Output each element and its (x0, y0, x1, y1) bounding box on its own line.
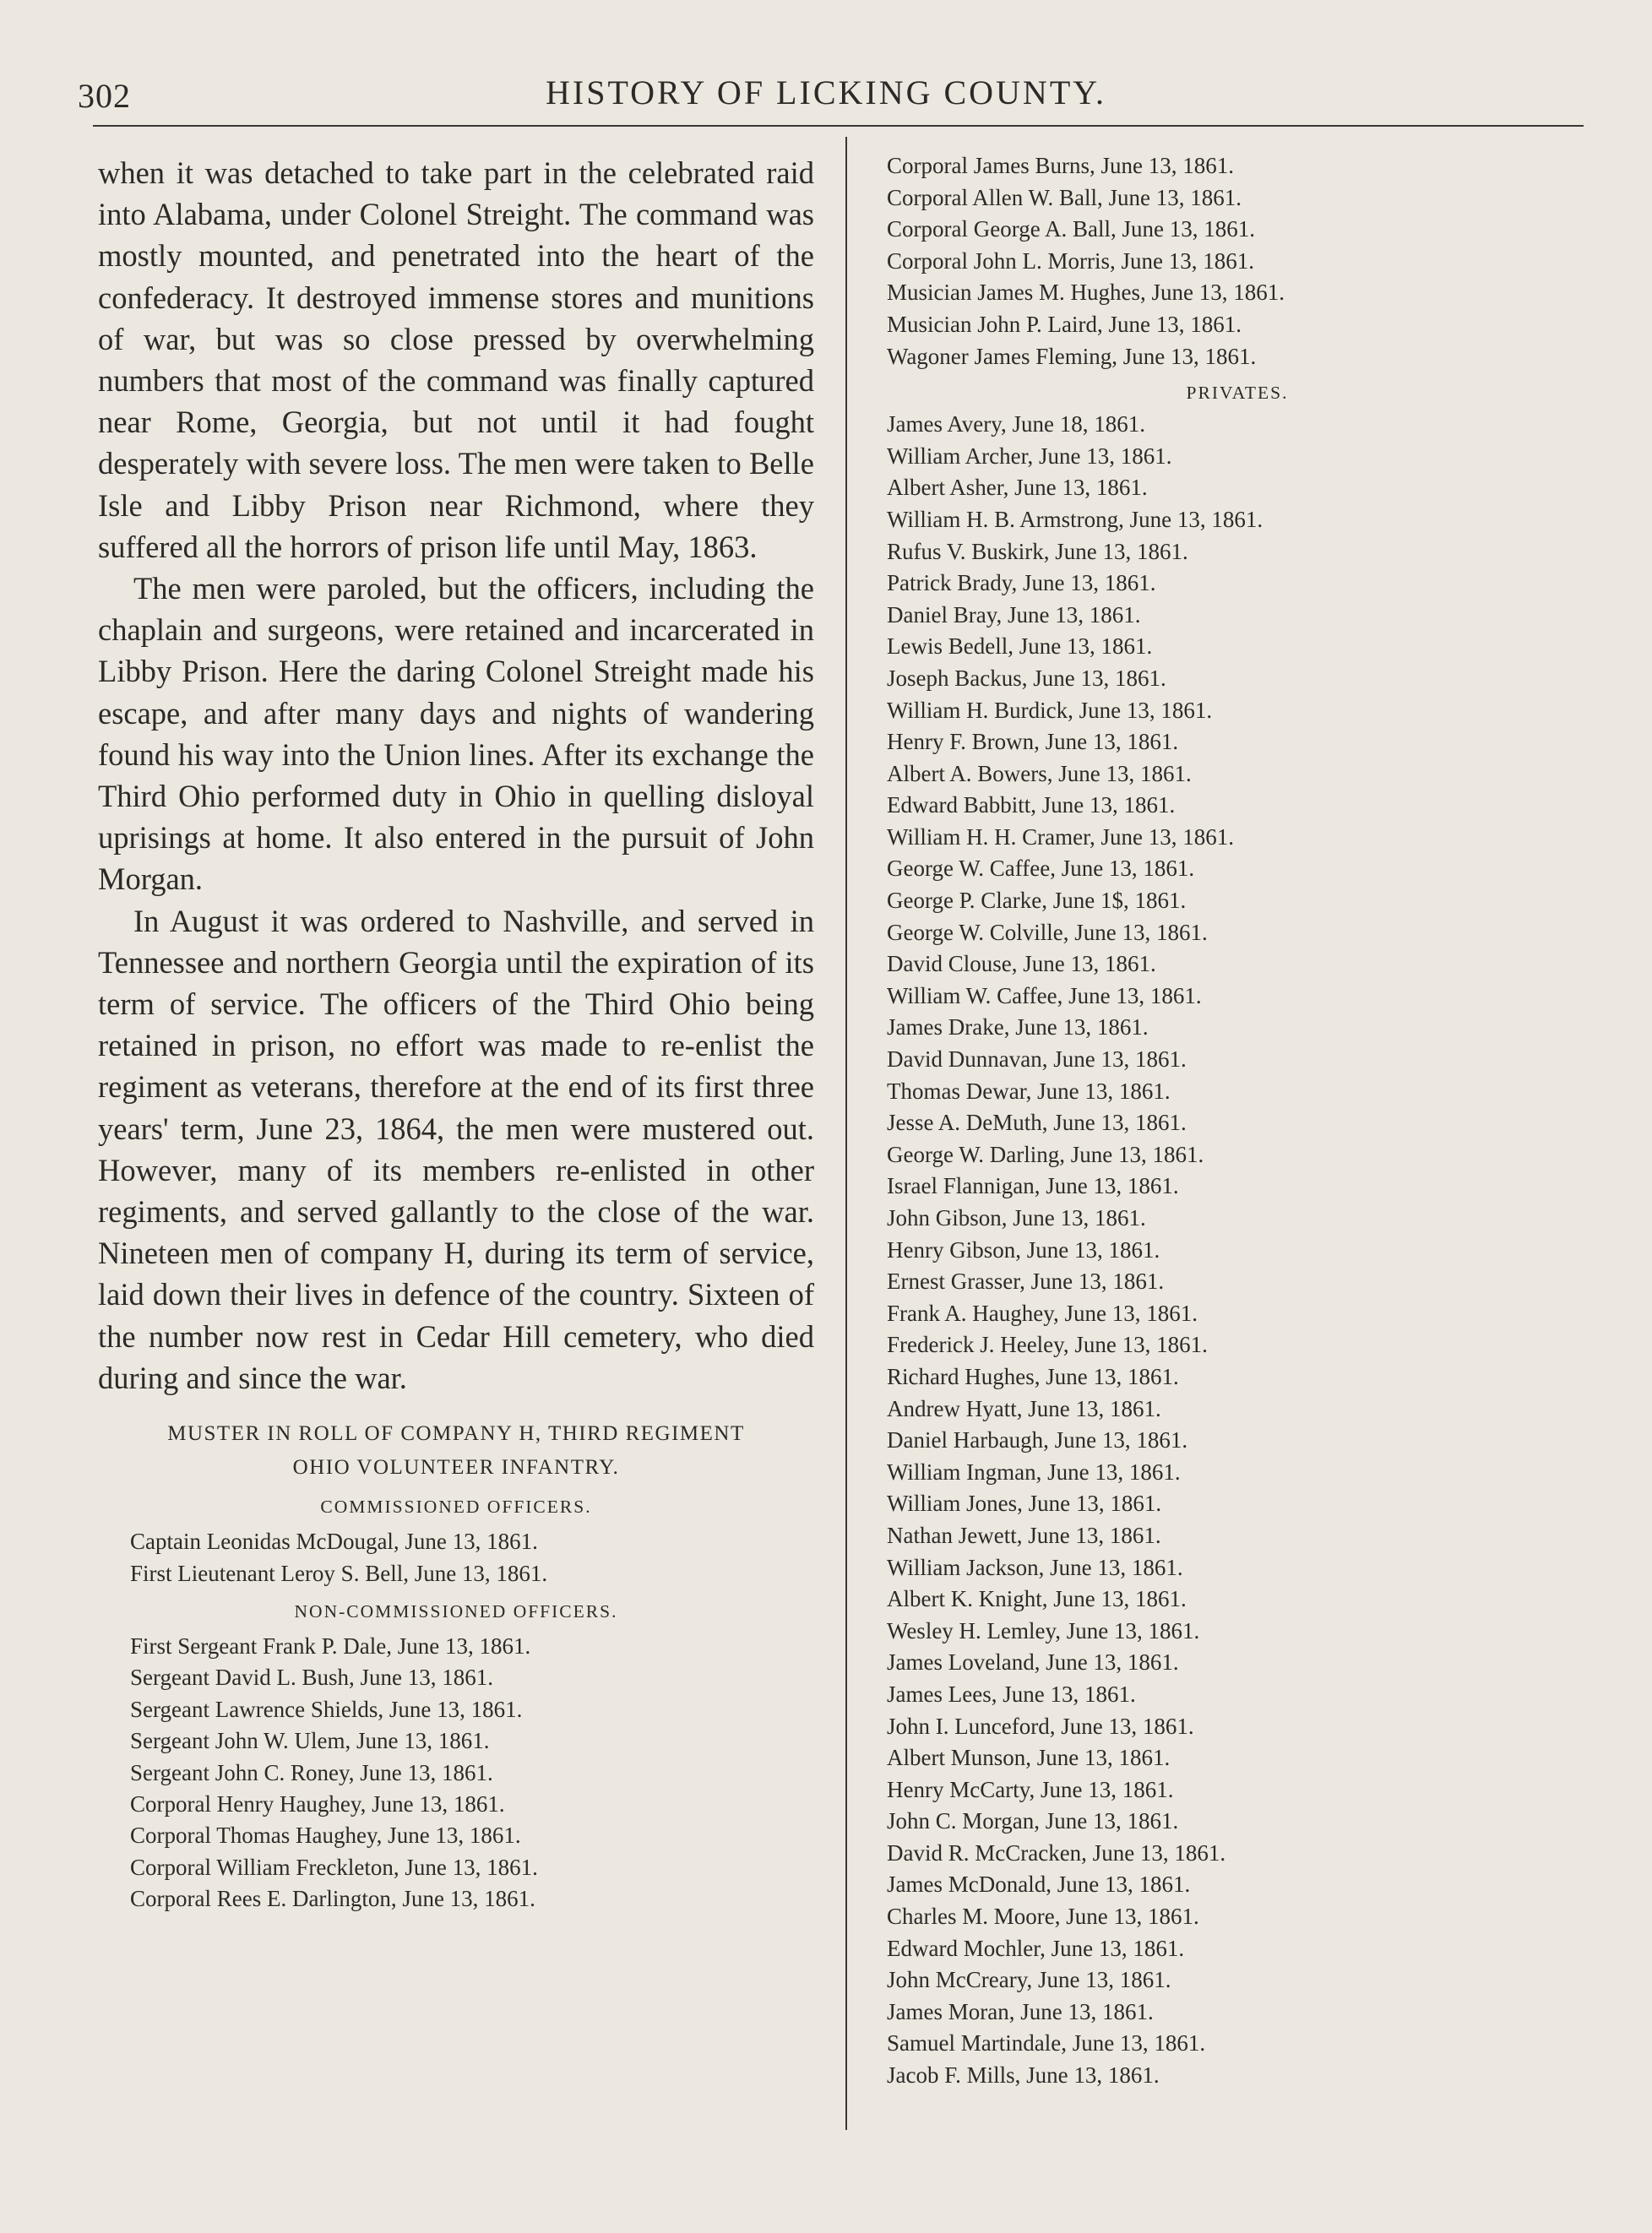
roster-entry: Corporal William Freckleton, June 13, 1861. (130, 1854, 538, 1880)
noncommissioned-list-continued (887, 150, 1588, 372)
roster-entry: David Dunnavan, June 13, 1861. (887, 1046, 1187, 1073)
roster-entry: Edward Mochler, June 13, 1861. (887, 1935, 1185, 1961)
roster-entry: William W. Caffee, June 13, 1861. (887, 982, 1202, 1008)
right-column (887, 150, 1588, 2092)
roster-entry: Richard Hughes, June 13, 1861. (887, 1363, 1179, 1389)
roster-entry: Frederick J. Heeley, June 13, 1861. (887, 1332, 1208, 1358)
narrative-text (98, 152, 814, 1399)
roster-entry: David Clouse, June 13, 1861. (887, 951, 1156, 977)
roster-entry: Corporal Thomas Haughey, June 13, 1861. (130, 1823, 521, 1849)
roster-entry: Joseph Backus, June 13, 1861. (887, 665, 1166, 691)
roster-entry: James Loveland, June 13, 1861. (887, 1649, 1179, 1676)
roster-entry: Sergeant David L. Bush, June 13, 1861. (130, 1665, 493, 1691)
roster-entry: Corporal George A. Ball, June 13, 1861. (887, 216, 1255, 242)
roster-entry: George P. Clarke, June 1$, 1861. (887, 888, 1187, 914)
roster-entry: James Moran, June 13, 1861. (887, 1998, 1154, 2024)
roster-entry: Wagoner James Fleming, June 13, 1861. (887, 343, 1257, 369)
roster-entry: Albert K. Knight, June 13, 1861. (887, 1586, 1187, 1612)
roster-entry: George W. Colville, June 13, 1861. (887, 919, 1208, 945)
roster-entry: First Sergeant Frank P. Dale, June 13, 1861. (130, 1633, 531, 1659)
roster-entry: Jesse A. DeMuth, June 13, 1861. (887, 1110, 1187, 1136)
roster-entry: Frank A. Haughey, June 13, 1861. (887, 1300, 1198, 1326)
roster-entry: James Avery, June 18, 1861. (887, 411, 1145, 437)
running-head: HISTORY OF LICKING COUNTY. (546, 73, 1106, 111)
roster-entry: Sergeant John C. Roney, June 13, 1861. (130, 1759, 493, 1785)
left-column (98, 152, 814, 1915)
noncommissioned-heading: NON-COMMISSIONED OFFICERS. (294, 1600, 618, 1622)
muster-title-line: OHIO VOLUNTEER INFANTRY. (292, 1456, 620, 1480)
roster-entry: Thomas Dewar, June 13, 1861. (887, 1078, 1171, 1104)
paragraph: when it was detached to take part in the celebrated raid into Alabama, under Colonel Streight. The command was mostly mounted, and penetrated into the heart of the confederacy. It destroyed immense stores and munitions of war, but was so close pressed by overwhelming numbers that most of the command was finally captured near Rome, Georgia, but not until it had fought desperately with severe loss. The men were taken to Belle Isle and Libby Prison near Richmond, where they suffered all the horrors of prison life until May, 1863. (98, 155, 814, 564)
roster-entry: Musician John P. Laird, June 13, 1861. (887, 311, 1242, 337)
roster-entry: Corporal Rees E. Darlington, June 13, 1861. (130, 1886, 535, 1912)
roster-entry: William Ingman, June 13, 1861. (887, 1459, 1181, 1485)
roster-entry: Daniel Harbaugh, June 13, 1861. (887, 1427, 1188, 1453)
roster-entry: Wesley H. Lemley, June 13, 1861. (887, 1617, 1200, 1644)
roster-entry: Nathan Jewett, June 13, 1861. (887, 1522, 1161, 1548)
roster-entry: First Lieutenant Leroy S. Bell, June 13, 1861. (130, 1560, 548, 1586)
roster-entry: Charles M. Moore, June 13, 1861. (887, 1904, 1199, 1930)
paragraph: The men were paroled, but the officers, including the chaplain and surgeons, were retained and incarcerated in Libby Prison. Here the daring Colonel Streight made his escape, and after many days and nights of wandering found his way into the Union lines. After its exchange the Third Ohio performed duty in Ohio in quelling disloyal uprisings at home. It also entered in the pursuit of John Morgan. (98, 571, 814, 897)
commissioned-heading: COMMISSIONED OFFICERS. (320, 1497, 592, 1518)
roster-entry: William Jackson, June 13, 1861. (887, 1554, 1183, 1580)
roster-entry: John Gibson, June 13, 1861. (887, 1205, 1146, 1231)
roster-entry: Israel Flannigan, June 13, 1861. (887, 1173, 1179, 1199)
roster-entry: John McCreary, June 13, 1861. (887, 1967, 1171, 1993)
page-number: 302 (78, 77, 131, 115)
roster-entry: James Lees, June 13, 1861. (887, 1681, 1136, 1707)
privates-heading: PRIVATES. (1186, 383, 1289, 404)
roster-entry: Corporal James Burns, June 13, 1861. (887, 153, 1234, 178)
roster-entry: William Jones, June 13, 1861. (887, 1491, 1162, 1517)
roster-entry: Corporal John L. Morris, June 13, 1861. (887, 247, 1254, 274)
roster-entry: Sergeant Lawrence Shields, June 13, 1861. (130, 1696, 523, 1722)
roster-entry: James McDonald, June 13, 1861. (887, 1872, 1191, 1898)
noncommissioned-list (98, 1631, 814, 1915)
paragraph: In August it was ordered to Nashville, and served in Tennessee and northern Georgia until the expiration of its term of service. The officers of the Third Ohio being retained in prison, no effort was made to re-enlist the regiment as veterans, therefore at the end of its first three years' term, June 23, 1864, the men were mustered out. However, many of its members re-enlisted in other regiments, and served gallantly to the close of the war. Nineteen men of company H, during its term of service, laid down their lives in defence of the country. Sixteen of the number now rest in Cedar Hill cemetery, who died during and since the war. (98, 903, 814, 1395)
muster-roll-title (98, 1417, 814, 1485)
privates-list (887, 409, 1588, 2091)
roster-entry: Henry Gibson, June 13, 1861. (887, 1236, 1160, 1263)
roster-entry: Captain Leonidas McDougal, June 13, 1861. (130, 1529, 538, 1555)
roster-entry: John C. Morgan, June 13, 1861. (887, 1808, 1179, 1834)
header-rule (93, 125, 1584, 127)
roster-entry: Albert Asher, June 13, 1861. (887, 475, 1148, 501)
roster-entry: William H. B. Armstrong, June 13, 1861. (887, 506, 1263, 532)
roster-entry: Patrick Brady, June 13, 1861. (887, 570, 1156, 596)
roster-entry: Edward Babbitt, June 13, 1861. (887, 792, 1176, 818)
roster-entry: Jacob F. Mills, June 13, 1861. (887, 2062, 1160, 2089)
column-divider (845, 137, 847, 2130)
commissioned-list (98, 1526, 814, 1589)
roster-entry: Corporal Allen W. Ball, June 13, 1861. (887, 184, 1242, 210)
roster-entry: George W. Darling, June 13, 1861. (887, 1141, 1204, 1167)
roster-entry: William Archer, June 13, 1861. (887, 443, 1172, 469)
roster-entry: Henry F. Brown, June 13, 1861. (887, 729, 1179, 755)
roster-entry: John I. Lunceford, June 13, 1861. (887, 1713, 1194, 1739)
roster-entry: Corporal Henry Haughey, June 13, 1861. (130, 1790, 505, 1817)
roster-entry: Musician James M. Hughes, June 13, 1861. (887, 280, 1285, 306)
roster-entry: George W. Caffee, June 13, 1861. (887, 856, 1195, 882)
roster-entry: Lewis Bedell, June 13, 1861. (887, 633, 1153, 660)
roster-entry: Sergeant John W. Ulem, June 13, 1861. (130, 1728, 490, 1754)
roster-entry: Andrew Hyatt, June 13, 1861. (887, 1395, 1161, 1421)
roster-entry: Ernest Grasser, June 13, 1861. (887, 1269, 1165, 1295)
roster-entry: Albert Munson, June 13, 1861. (887, 1745, 1171, 1771)
roster-entry: David R. McCracken, June 13, 1861. (887, 1839, 1226, 1866)
roster-entry: Daniel Bray, June 13, 1861. (887, 601, 1141, 628)
roster-entry: Samuel Martindale, June 13, 1861. (887, 2030, 1206, 2056)
roster-entry: Rufus V. Buskirk, June 13, 1861. (887, 538, 1188, 564)
roster-entry: William H. Burdick, June 13, 1861. (887, 697, 1213, 723)
muster-title-line: MUSTER IN ROLL OF COMPANY H, THIRD REGIMENT (167, 1422, 745, 1446)
roster-entry: James Drake, June 13, 1861. (887, 1014, 1149, 1040)
roster-entry: William H. H. Cramer, June 13, 1861. (887, 823, 1235, 850)
roster-entry: Albert A. Bowers, June 13, 1861. (887, 760, 1192, 786)
roster-entry: Henry McCarty, June 13, 1861. (887, 1776, 1174, 1802)
